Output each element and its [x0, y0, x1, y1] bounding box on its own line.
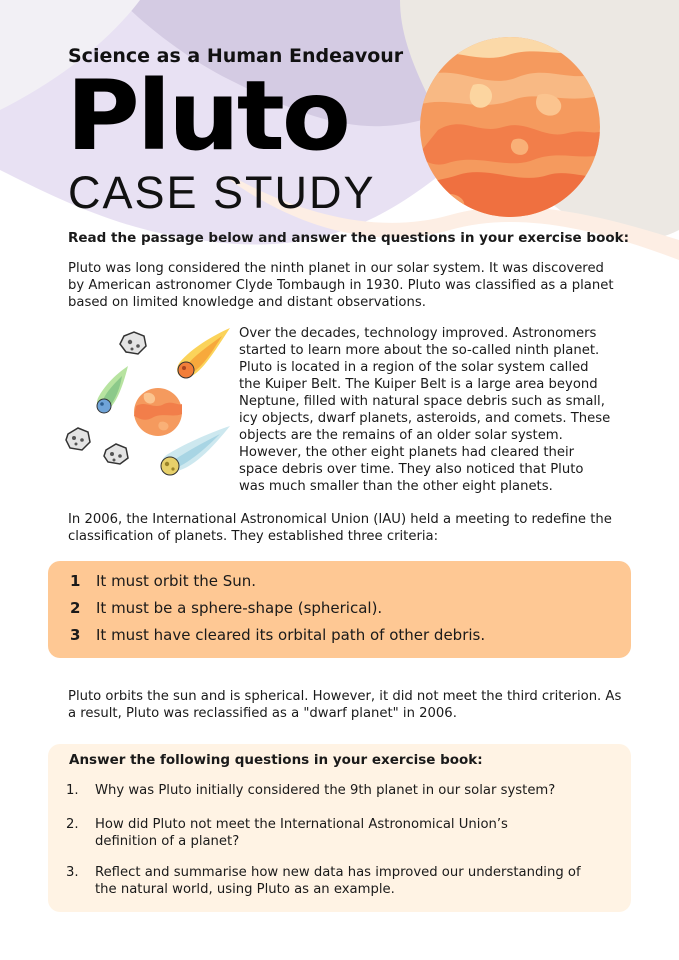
- criterion-item: [70, 622, 485, 649]
- asteroid-icon: [120, 332, 146, 354]
- criterion-item: [70, 595, 382, 622]
- question-item: [66, 864, 606, 898]
- comet-icon: [177, 328, 230, 378]
- question-number: 3.: [66, 865, 79, 880]
- question-text: How did Pluto not meet the International Astronomical Union’s definition of a planet?: [95, 817, 508, 849]
- pluto-planet-icon: [134, 388, 182, 436]
- passage-paragraph-4: Pluto orbits the sun and is spherical. However, it did not meet the third criterion. As a result, Pluto was reclassified as a "dwarf planet" in 2006.: [68, 689, 622, 721]
- comet-icon: [97, 366, 128, 413]
- questions-box: [48, 744, 631, 912]
- question-text: Why was Pluto initially considered the 9th planet in our solar system?: [95, 783, 556, 798]
- instruction-text: Read the passage below and answer the questions in your exercise book:: [68, 230, 629, 246]
- page-title: Pluto: [66, 60, 348, 172]
- question-number: 2.: [66, 817, 79, 832]
- question-text: Reflect and summarise how new data has improved our understanding of the natural world, using Pluto as an example.: [95, 865, 581, 897]
- kicker-title: Science as a Human Endeavour: [68, 45, 404, 67]
- question-item: [66, 816, 606, 850]
- asteroid-icon: [66, 428, 90, 450]
- question-item: [66, 782, 606, 799]
- page-subtitle: CASE STUDY: [68, 167, 376, 218]
- criterion-item: [70, 568, 256, 595]
- pluto-planet-icon: [418, 35, 602, 219]
- criteria-box: [48, 561, 631, 658]
- criterion-text: It must orbit the Sun.: [96, 572, 257, 590]
- kuiper-belt-illustration: [62, 322, 234, 492]
- comet-icon: [161, 426, 230, 475]
- passage-paragraph-2: Over the decades, technology improved. Astronomers started to learn more about the so-called ninth planet. Pluto is located in a region of the solar system called the Kuiper Belt. The Kuiper Belt is a large area beyond Neptune, filled with natural space debris such as small, icy objects, dwarf planets, asteroids, and comets. These objects are the remains of an older solar system. However, the other eight planets had cleared their space debris over time. They also noticed that Pluto was much smaller than the other eight planets.: [239, 326, 611, 494]
- criterion-text: It must have cleared its orbital path of other debris.: [96, 626, 486, 644]
- passage-paragraph-3: In 2006, the International Astronomical Union (IAU) held a meeting to redefine the classification of planets. They established three criteria:: [68, 512, 612, 544]
- asteroid-icon: [104, 444, 128, 464]
- criterion-number: 1: [70, 572, 81, 590]
- questions-heading: Answer the following questions in your exercise book:: [69, 752, 483, 768]
- passage-paragraph-1: Pluto was long considered the ninth planet in our solar system. It was discovered by American astronomer Clyde Tombaugh in 1930. Pluto was classified as a planet based on limited knowledge and distant observations.: [68, 261, 614, 310]
- criterion-number: 3: [70, 626, 81, 644]
- criterion-text: It must be a sphere-shape (spherical).: [96, 599, 383, 617]
- question-number: 1.: [66, 783, 79, 798]
- criterion-number: 2: [70, 599, 81, 617]
